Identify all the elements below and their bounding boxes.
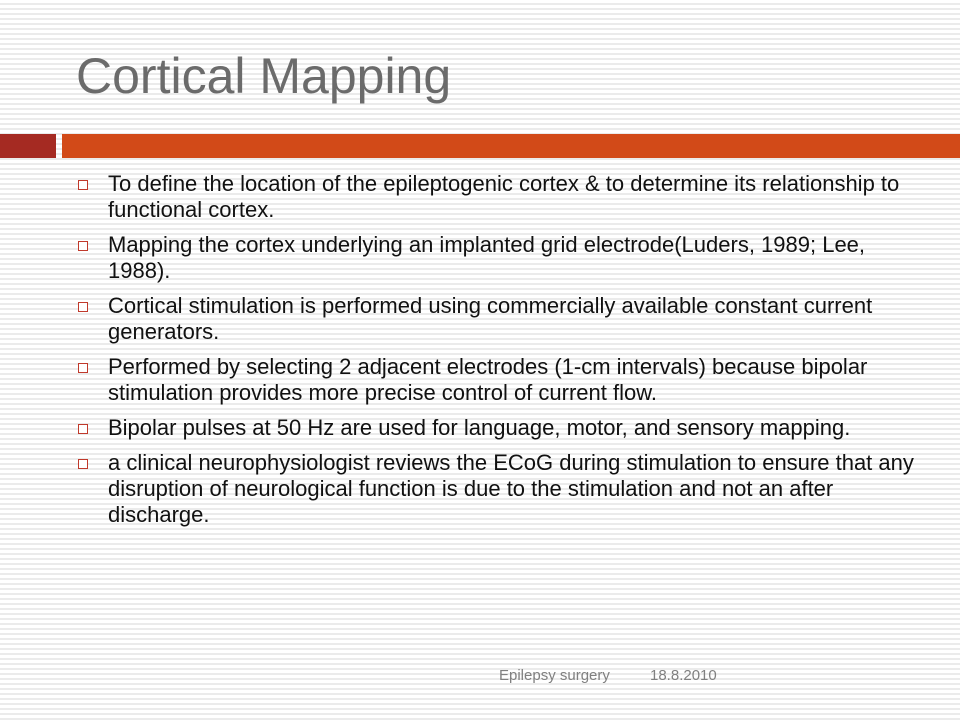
square-bullet-icon xyxy=(78,180,88,190)
bullet-text: Bipolar pulses at 50 Hz are used for language, motor, and sensory mapping. xyxy=(108,415,851,440)
bullet-item xyxy=(76,232,916,284)
square-bullet-icon xyxy=(78,302,88,312)
bullet-item xyxy=(76,450,916,528)
footer-text: Epilepsy surgery xyxy=(499,667,610,684)
square-bullet-icon xyxy=(78,459,88,469)
footer-date: 18.8.2010 xyxy=(650,667,717,684)
bullet-text: a clinical neurophysiologist reviews the ECoG during stimulation to ensure that any disruption of neurological function is due to the stimulation and not an after discharge. xyxy=(108,450,914,527)
title-accent-bar xyxy=(62,134,960,158)
slide-title: Cortical Mapping xyxy=(76,48,452,104)
bullet-text: To define the location of the epileptogenic cortex & to determine its relationship to functional cortex. xyxy=(108,171,900,222)
bullet-text: Cortical stimulation is performed using commercially available constant current generators. xyxy=(108,293,873,344)
slide-footer xyxy=(0,666,960,686)
bullet-text: Performed by selecting 2 adjacent electrodes (1-cm intervals) because bipolar stimulation provides more precise control of current flow. xyxy=(108,354,868,405)
bullet-text: Mapping the cortex underlying an implanted grid electrode(Luders, 1989; Lee, 1988). xyxy=(108,232,866,283)
square-bullet-icon xyxy=(78,424,88,434)
bullet-list xyxy=(76,171,916,537)
square-bullet-icon xyxy=(78,241,88,251)
bullet-item xyxy=(76,171,916,223)
bullet-item xyxy=(76,354,916,406)
bullet-item xyxy=(76,293,916,345)
bullet-item xyxy=(76,415,916,441)
title-accent-bar-left xyxy=(0,134,56,158)
square-bullet-icon xyxy=(78,363,88,373)
